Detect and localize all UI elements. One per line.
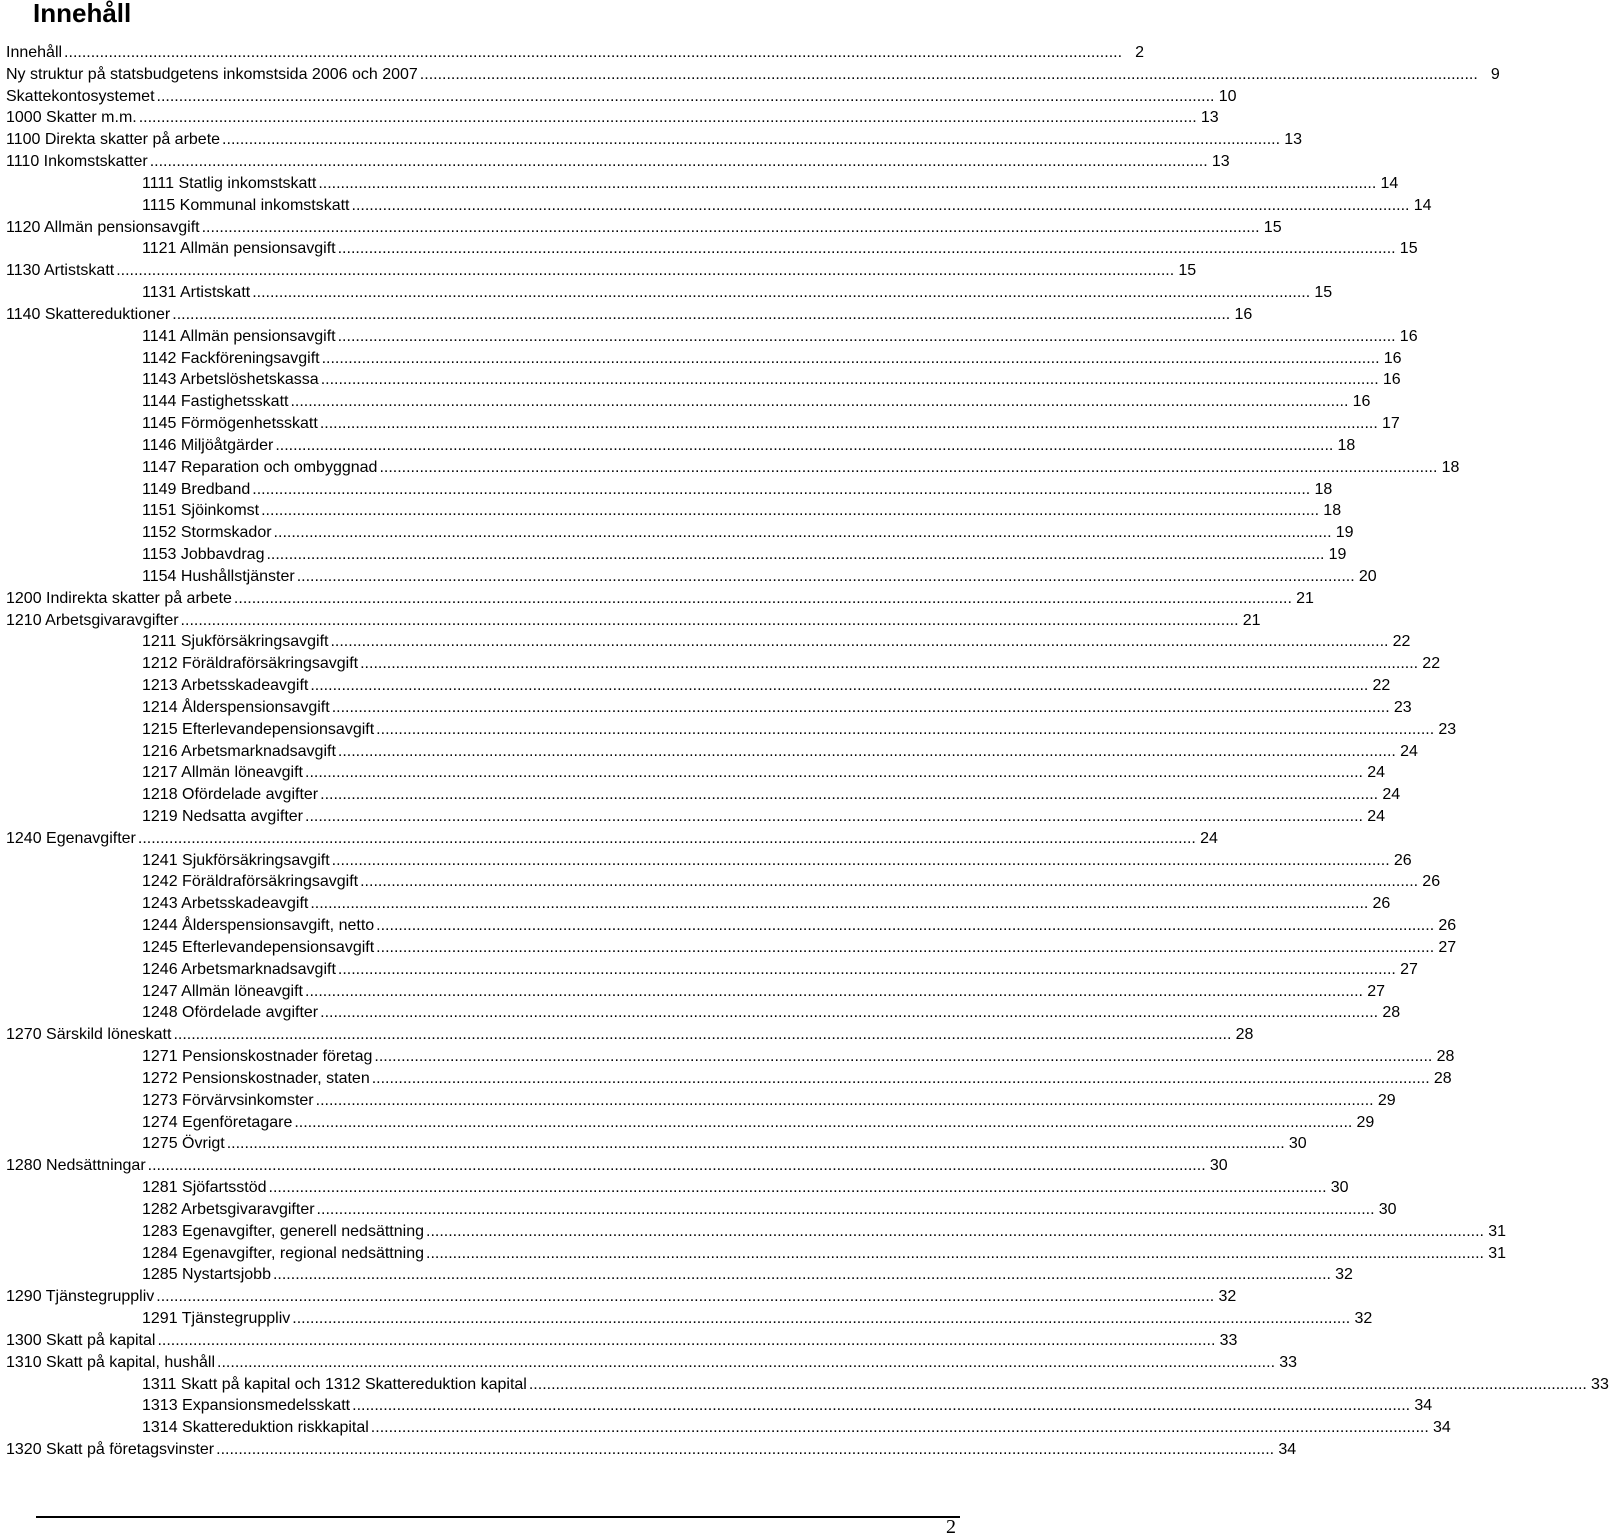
toc-entry-page: 31 [1488,1244,1506,1262]
toc-entry-page: 2 [1135,44,1145,61]
toc-entry-page: 32 [1335,1266,1353,1284]
toc-entry-title: 1147 Reparation och ombyggnad [142,458,378,476]
toc-entry-title: 1141 Allmän pensionsavgift [142,327,336,345]
toc-entry-page: 18 [1337,436,1356,454]
toc-entry-title: 1246 Arbetsmarknadsavgift [142,960,336,978]
dot-leader [371,1417,1429,1439]
toc-entry-title: 1217 Allmän löneavgift [142,764,303,782]
dot-leader [310,893,1368,915]
toc-entry[interactable] [6,1264,1353,1286]
dot-leader [376,719,1434,741]
toc-entry-title: 1146 Miljöåtgärder [142,436,274,454]
toc-entry[interactable] [6,64,1500,86]
toc-entry[interactable] [6,981,1385,1003]
page-number: 2 [946,1516,956,1538]
toc-entry-page: 14 [1413,196,1432,214]
dot-leader [157,86,1215,108]
toc-entry-page: 13 [1284,131,1303,149]
toc-entry[interactable] [6,129,1303,151]
toc-entry-title: 1270 Särskild löneskatt [6,1026,172,1044]
toc-entry[interactable] [6,1243,1506,1265]
toc-entry-title: 1145 Förmögenhetsskatt [142,415,318,433]
toc-entry-page: 15 [1178,262,1197,280]
dot-leader [338,741,1396,763]
toc-entry[interactable] [6,741,1418,763]
toc-entry[interactable] [6,631,1411,653]
toc-entry-page: 22 [1422,655,1441,673]
dot-leader [318,173,1376,195]
toc-entry[interactable] [6,1439,1297,1461]
toc-entry[interactable] [6,915,1457,937]
dot-leader [320,413,1378,435]
dot-leader [332,697,1390,719]
toc-entry-title: 1247 Allmän löneavgift [142,982,303,1000]
toc-entry-title: 1212 Föräldraförsäkringsavgift [142,655,359,673]
toc-entry[interactable] [6,1199,1397,1221]
toc-entry-page: 26 [1422,873,1441,891]
toc-entry-title: 1142 Fackföreningsavgift [142,349,320,367]
toc-entry-title: 1243 Arbetsskadeavgift [142,895,309,913]
toc-entry-page: 24 [1400,742,1418,760]
toc-entry[interactable] [6,391,1371,413]
toc-entry[interactable] [6,479,1333,501]
toc-entry-title: 1271 Pensionskostnader företag [142,1048,373,1066]
toc-entry-page: 15 [1399,240,1418,258]
toc-entry[interactable] [6,1155,1228,1177]
toc-entry-title: 1110 Inkomstskatter [6,153,148,171]
toc-entry-title: 1115 Kommunal inkomstskatt [142,196,350,214]
toc-entry-title: Innehåll [6,44,63,61]
toc-entry[interactable] [6,566,1377,588]
dot-leader [372,1068,1430,1090]
toc-entry-page: 33 [1591,1375,1609,1393]
dot-leader [321,369,1379,391]
toc-entry-page: 20 [1358,567,1377,585]
toc-entry[interactable] [6,369,1401,391]
dot-leader [320,784,1378,806]
toc-entry-page: 16 [1382,371,1401,389]
dot-leader [305,806,1363,828]
toc-entry-page: 13 [1200,109,1219,127]
toc-entry-page: 32 [1354,1310,1373,1328]
toc-entry[interactable] [6,42,1145,64]
toc-entry-page: 29 [1356,1113,1375,1131]
dot-leader [322,348,1380,370]
toc-entry-title: 1140 Skattereduktioner [6,305,171,323]
dot-leader [252,282,1310,304]
toc-entry-page: 27 [1438,938,1457,956]
dot-leader [330,631,1388,653]
dot-leader [352,195,1410,217]
toc-entry-title: 1219 Nedsatta avgifter [142,807,303,825]
toc-entry-title: 1211 Sjukförsäkringsavgift [142,633,329,651]
dot-leader [376,937,1434,959]
toc-entry[interactable] [6,1046,1455,1068]
toc-entry-page: 24 [1367,764,1385,782]
toc-entry-title: 1210 Arbetsgivaravgifter [6,611,179,629]
dot-leader [172,304,1230,326]
toc-entry[interactable] [6,893,1391,915]
toc-entry-page: 15 [1263,218,1282,236]
toc-entry[interactable] [6,435,1356,457]
toc-entry-title: 1272 Pensionskostnader, staten [142,1069,370,1087]
toc-entry[interactable] [6,610,1261,632]
toc-entry[interactable] [6,1286,1237,1308]
toc-entry-page: 10 [1218,87,1237,105]
dot-leader [222,129,1280,151]
toc-entry-title: 1131 Artistskatt [142,284,251,302]
toc-entry-page: 29 [1377,1091,1396,1109]
toc-entry-page: 27 [1367,982,1385,1000]
dot-leader [332,850,1390,872]
toc-entry-page: 16 [1383,349,1402,367]
toc-entry-page: 24 [1382,786,1401,804]
dot-leader [529,1374,1587,1396]
toc-entry-page: 14 [1380,174,1399,192]
dot-leader [294,1112,1352,1134]
toc-entry-title: 1214 Ålderspensionsavgift [142,698,330,716]
dot-leader [148,1155,1206,1177]
dot-leader [181,610,1239,632]
page-title: Innehåll [33,0,132,28]
toc-entry[interactable] [6,304,1253,326]
dot-leader [338,326,1396,348]
toc-entry-page: 22 [1372,677,1391,695]
dot-leader [227,1133,1285,1155]
toc-entry-title: 1320 Skatt på företagsvinster [6,1441,215,1458]
dot-leader [269,1177,1327,1199]
toc-entry-title: 1218 Ofördelade avgifter [142,786,319,804]
toc-entry[interactable] [6,959,1418,981]
dot-leader [305,762,1363,784]
toc-entry-page: 21 [1296,589,1314,607]
toc-entry-title: 1121 Allmän pensionsavgift [142,240,336,258]
toc-entry-page: 30 [1209,1157,1228,1175]
toc-entry[interactable] [6,1330,1238,1352]
toc-entry[interactable] [6,107,1219,129]
toc-entry[interactable] [6,544,1347,566]
toc-entry-title: 1000 Skatter m.m. [6,109,137,127]
dot-leader [297,566,1355,588]
toc-entry[interactable] [6,457,1460,479]
dot-leader [292,1308,1350,1330]
toc-entry[interactable] [6,1090,1396,1112]
toc-entry-title: 1313 Expansionsmedelsskatt [142,1397,351,1415]
toc-entry-page: 26 [1393,851,1412,869]
toc-entry[interactable] [6,282,1333,304]
dot-leader [273,1264,1331,1286]
toc-entry-page: 27 [1400,960,1418,978]
toc-entry-page: 33 [1219,1331,1238,1349]
dot-leader [266,544,1324,566]
dot-leader [261,500,1319,522]
toc-entry-title: 1213 Arbetsskadeavgift [142,677,309,695]
toc-entry-title: 1280 Nedsättningar [6,1157,146,1175]
toc-entry-page: 24 [1200,829,1218,847]
toc-entry[interactable] [6,1395,1433,1417]
toc-entry[interactable] [6,195,1432,217]
toc-entry-page: 18 [1441,458,1460,476]
dot-leader [360,871,1418,893]
toc-entry[interactable] [6,1417,1451,1439]
dot-leader [150,151,1208,173]
dot-leader [426,1243,1484,1265]
dot-leader [316,1090,1374,1112]
toc-entry-page: 21 [1242,611,1261,629]
toc-entry[interactable] [6,522,1354,544]
toc-entry[interactable] [6,588,1314,610]
toc-entry-page: 28 [1235,1026,1254,1044]
toc-entry-title: 1240 Egenavgifter [6,829,136,847]
dot-leader [360,653,1418,675]
footer-divider [36,1516,960,1518]
toc-entry-title: 1314 Skattereduktion riskkapital [142,1419,369,1437]
toc-entry[interactable] [6,784,1401,806]
toc-entry-page: 28 [1382,1004,1401,1022]
dot-leader [338,959,1396,981]
toc-entry[interactable] [6,1002,1401,1024]
toc-entry[interactable] [6,217,1282,239]
toc-entry[interactable] [6,173,1399,195]
dot-leader [290,391,1348,413]
toc-entry-title: 1244 Ålderspensionsavgift, netto [142,917,375,935]
toc-entry-title: 1120 Allmän pensionsavgift [6,218,200,236]
toc-entry[interactable] [6,260,1197,282]
dot-leader [379,457,1437,479]
toc-entry-page: 28 [1433,1069,1452,1087]
toc-entry-page: 9 [1490,65,1500,83]
toc-entry-page: 13 [1211,153,1230,171]
dot-leader [376,915,1434,937]
toc-entry-page: 33 [1279,1353,1298,1371]
dot-leader [252,479,1310,501]
toc-entry-page: 28 [1436,1048,1455,1066]
toc-entry-page: 19 [1328,546,1347,564]
toc-entry-title: 1143 Arbetslöshetskassa [142,371,319,389]
toc-entry[interactable] [6,413,1400,435]
toc-entry-title: 1274 Egenföretagare [142,1113,293,1131]
toc-entry[interactable] [6,1112,1375,1134]
toc-entry[interactable] [6,1133,1307,1155]
toc-entry[interactable] [6,86,1237,108]
toc-entry-page: 26 [1372,895,1391,913]
toc-entry[interactable] [6,1308,1373,1330]
toc-entry-page: 30 [1378,1200,1397,1218]
toc-entry-title: 1283 Egenavgifter, generell nedsättning [142,1222,424,1240]
dot-leader [173,1024,1231,1046]
toc-entry-title: 1284 Egenavgifter, regional nedsättning [142,1244,424,1262]
toc-entry[interactable] [6,762,1385,784]
toc-entry-page: 30 [1330,1179,1349,1197]
toc-entry-page: 16 [1234,305,1253,323]
toc-entry[interactable] [6,1352,1298,1374]
dot-leader [352,1395,1410,1417]
toc-entry[interactable] [6,348,1402,370]
toc-entry-title: 1215 Efterlevandepensionsavgift [142,720,375,738]
toc-entry[interactable] [6,719,1457,741]
toc-entry-title: 1100 Direkta skatter på arbete [6,131,221,149]
toc-entry-title: 1154 Hushållstjänster [142,567,295,585]
toc-entry-title: 1130 Artistskatt [6,262,115,280]
toc-entry[interactable] [6,937,1457,959]
toc-entry-title: 1144 Fastighetsskatt [142,393,289,411]
dot-leader [374,1046,1432,1068]
toc-entry-page: 16 [1352,393,1371,411]
toc-entry-title: 1285 Nystartsjobb [142,1266,271,1284]
dot-leader [275,435,1333,457]
toc-entry-title: 1300 Skatt på kapital [6,1331,156,1349]
dot-leader [305,981,1363,1003]
toc-entry[interactable] [6,806,1385,828]
toc-entry-title: 1282 Arbetsgivaravgifter [142,1200,315,1218]
toc-entry-page: 30 [1288,1135,1307,1153]
toc-entry-title: 1311 Skatt på kapital och 1312 Skattereduktion kapital [142,1375,527,1393]
toc-entry-page: 18 [1314,480,1333,498]
toc-entry[interactable] [6,653,1441,675]
toc-entry[interactable] [6,151,1230,173]
toc-entry-page: 32 [1218,1288,1237,1306]
toc-entry-title: Ny struktur på statsbudgetens inkomstsida 2006 och 2007 [6,65,418,83]
dot-leader [317,1199,1375,1221]
toc-entry-title: 1111 Statlig inkomstskatt [142,174,317,192]
toc-entry[interactable] [6,871,1441,893]
dot-leader [426,1221,1484,1243]
dot-leader [420,64,1478,86]
toc-entry-title: 1310 Skatt på kapital, hushåll [6,1353,216,1371]
toc-entry-title: 1248 Ofördelade avgifter [142,1004,319,1022]
toc-entry-title: 1275 Övrigt [142,1135,225,1153]
toc-entry[interactable] [6,1177,1349,1199]
dot-leader [310,675,1368,697]
toc-entry[interactable] [6,675,1391,697]
toc-entry[interactable] [6,697,1412,719]
dot-leader [138,828,1196,850]
toc-entry-page: 16 [1399,327,1418,345]
dot-leader [64,42,1122,64]
dot-leader [338,238,1396,260]
toc-entry-title: 1153 Jobbavdrag [142,546,265,564]
dot-leader [157,1330,1215,1352]
toc-entry-title: 1151 Sjöinkomst [142,502,260,520]
toc-entry-page: 23 [1438,720,1457,738]
toc-entry[interactable] [6,1024,1254,1046]
toc-entry-title: 1242 Föräldraförsäkringsavgift [142,873,359,891]
toc-entry-title: 1290 Tjänstegruppliv [6,1288,155,1306]
toc-entry-page: 19 [1335,524,1354,542]
toc-entry[interactable] [6,1374,1609,1396]
toc-entry-title: 1273 Förvärvsinkomster [142,1091,314,1109]
toc-entry-title: 1200 Indirekta skatter på arbete [6,589,232,607]
dot-leader [234,588,1292,610]
toc-entry-title: 1152 Stormskador [142,524,272,542]
toc-entry-page: 31 [1488,1222,1506,1240]
toc-entry-title: 1245 Efterlevandepensionsavgift [142,938,375,956]
toc-entry-title: 1216 Arbetsmarknadsavgift [142,742,336,760]
toc-entry-page: 34 [1414,1397,1433,1415]
toc-entry-title: 1149 Bredband [142,480,251,498]
dot-leader [156,1286,1214,1308]
toc-entry-title: 1291 Tjänstegruppliv [142,1310,291,1328]
toc-entry-page: 34 [1432,1419,1451,1437]
table-of-contents [6,42,1609,1461]
dot-leader [274,522,1332,544]
toc-entry-page: 23 [1393,698,1412,716]
toc-entry[interactable] [6,828,1218,850]
toc-entry-page: 26 [1438,917,1457,935]
toc-entry-page: 15 [1314,284,1333,302]
toc-entry[interactable] [6,1068,1452,1090]
dot-leader [202,217,1260,239]
toc-entry-page: 22 [1392,633,1411,651]
toc-entry-title: Skattekontosystemet [6,87,155,105]
toc-entry[interactable] [6,238,1418,260]
toc-entry-page: 18 [1323,502,1342,520]
toc-entry[interactable] [6,1221,1506,1243]
dot-leader [217,1352,1275,1374]
dot-leader [139,107,1197,129]
dot-leader [320,1002,1378,1024]
toc-entry-page: 34 [1278,1441,1297,1458]
toc-entry-title: 1281 Sjöfartsstöd [142,1179,267,1197]
dot-leader [216,1439,1274,1461]
toc-entry[interactable] [6,326,1418,348]
toc-entry[interactable] [6,500,1342,522]
toc-entry[interactable] [6,850,1412,872]
toc-entry-title: 1241 Sjukförsäkringsavgift [142,851,330,869]
toc-entry-page: 17 [1382,415,1400,433]
dot-leader [116,260,1174,282]
toc-entry-page: 24 [1367,807,1385,825]
